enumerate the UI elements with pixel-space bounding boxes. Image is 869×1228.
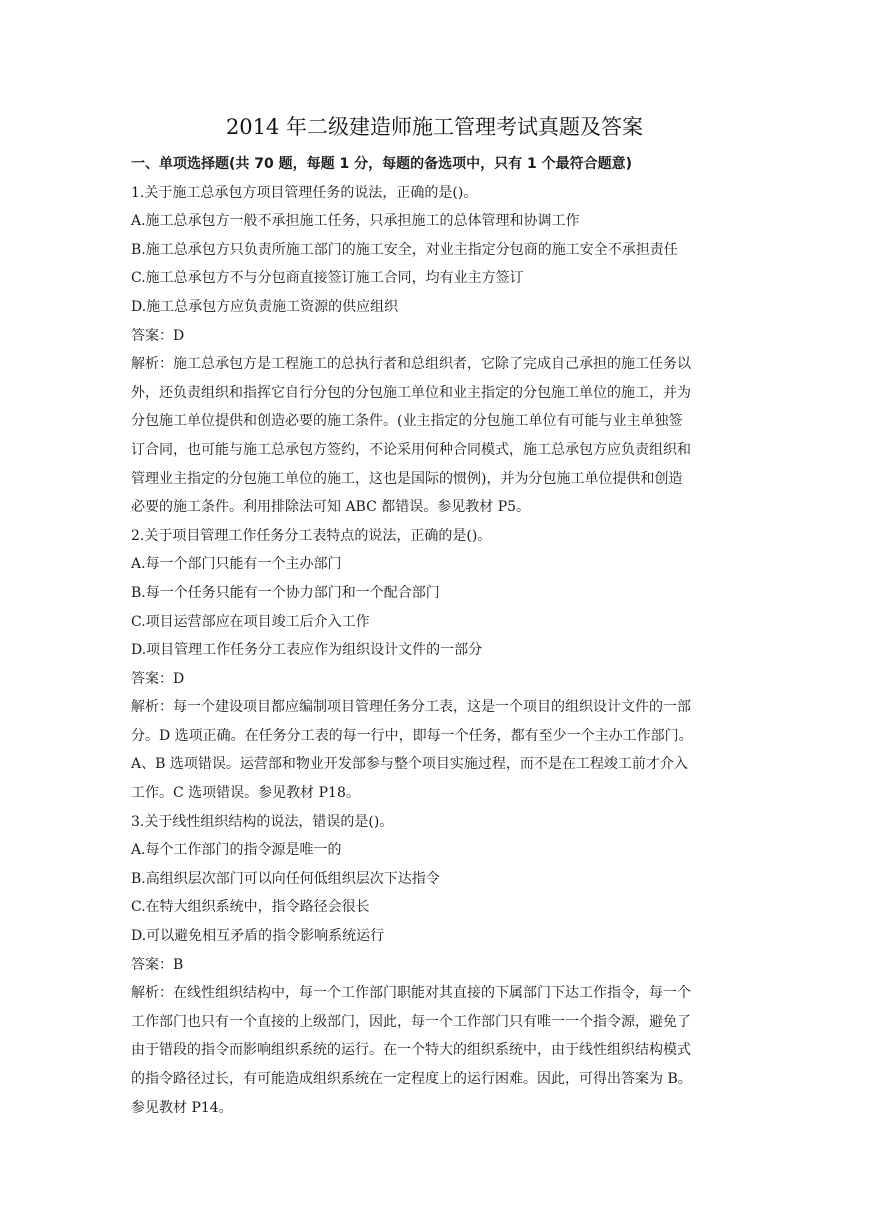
option-b: B.高组织层次部门可以向任何低组织层次下达指令 bbox=[131, 870, 440, 887]
analysis-line: 由于错段的指令而影响组织系统的运行。在一个特大的组织系统中，由于线性组织结构模式 bbox=[131, 1042, 691, 1059]
answer: 答案：B bbox=[131, 956, 184, 973]
analysis-line: 外，还负责组织和指挥它自行分包的分包施工单位和业主指定的分包施工单位的施工，并为 bbox=[131, 384, 691, 401]
question-block bbox=[131, 522, 741, 808]
option-c: C.在特大组织系统中，指令路径会很长 bbox=[131, 899, 370, 916]
analysis-line: 的指令路径过长，有可能造成组织系统在一定程度上的运行困难。因此，可得出答案为 B。 bbox=[131, 1071, 692, 1087]
analysis-line: 工作部门也只有一个直接的上级部门，因此，每一个工作部门只有唯一一个指令源，避免了 bbox=[131, 1013, 691, 1030]
analysis-line: 解析：每一个建设项目都应编制项目管理任务分工表，这是一个项目的组织设计文件的一部 bbox=[131, 699, 691, 716]
analysis-line: 工作。C 选项错误。参见教材 P18。 bbox=[131, 785, 360, 802]
document-body bbox=[131, 150, 741, 1122]
option-d: D.可以避免相互矛盾的指令影响系统运行 bbox=[131, 928, 385, 945]
analysis-line: 订合同，也可能与施工总承包方签约，不论采用何种合同模式，施工总承包方应负责组织和 bbox=[131, 441, 691, 458]
question-stem: 2.关于项目管理工作任务分工表特点的说法，正确的是()。 bbox=[131, 527, 492, 544]
analysis-line: 解析：施工总承包方是工程施工的总执行者和总组织者，它除了完成自己承担的施工任务以 bbox=[131, 356, 691, 373]
option-b: B.每一个任务只能有一个协力部门和一个配合部门 bbox=[131, 584, 440, 601]
option-a: A.每一个部门只能有一个主办部门 bbox=[131, 556, 342, 573]
answer: 答案：D bbox=[131, 670, 185, 687]
question-block bbox=[131, 808, 741, 1123]
option-c: C.项目运营部应在项目竣工后介入工作 bbox=[131, 613, 370, 630]
question-stem: 3.关于线性组织结构的说法，错误的是()。 bbox=[131, 813, 394, 830]
analysis-line: 必要的施工条件。利用排除法可知 ABC 都错误。参见教材 P5。 bbox=[131, 499, 531, 516]
option-b: B.施工总承包方只负责所施工部门的施工安全，对业主指定分包商的施工安全不承担责任 bbox=[131, 241, 678, 258]
question-stem: 1.关于施工总承包方项目管理任务的说法，正确的是()。 bbox=[131, 184, 478, 201]
analysis-line: 管理业主指定的分包施工单位的施工，这也是国际的惯例)，并为分包施工单位提供和创造 bbox=[131, 470, 683, 487]
option-a: A.施工总承包方一般不承担施工任务，只承担施工的总体管理和协调工作 bbox=[131, 213, 580, 230]
option-d: D.项目管理工作任务分工表应作为组织设计文件的一部分 bbox=[131, 642, 483, 659]
option-d: D.施工总承包方应负责施工资源的供应组织 bbox=[131, 298, 399, 315]
section-heading: 一、单项选择题(共 70 题，每题 1 分，每题的备选项中，只有 1 个最符合题意) bbox=[131, 156, 633, 172]
analysis-line: 分。D 选项正确。在任务分工表的每一行中，即每一个任务，都有至少一个主办工作部门。 bbox=[131, 727, 693, 744]
question-block bbox=[131, 179, 741, 522]
analysis-line: 参见教材 P14。 bbox=[131, 1099, 233, 1116]
analysis-line: 解析：在线性组织结构中，每一个工作部门职能对其直接的下属部门下达工作指令，每一个 bbox=[131, 985, 691, 1002]
option-a: A.每个工作部门的指令源是唯一的 bbox=[131, 842, 342, 859]
analysis-line: A、B 选项错误。运营部和物业开发部参与整个项目实施过程，而不是在工程竣工前才介入 bbox=[131, 756, 688, 773]
answer: 答案：D bbox=[131, 327, 185, 344]
option-c: C.施工总承包方不与分包商直接签订施工合同，均有业主方签订 bbox=[131, 270, 524, 287]
document-title: 2014 年二级建造师施工管理考试真题及答案 bbox=[225, 115, 644, 139]
analysis-line: 分包施工单位提供和创造必要的施工条件。(业主指定的分包施工单位有可能与业主单独签 bbox=[131, 413, 683, 430]
